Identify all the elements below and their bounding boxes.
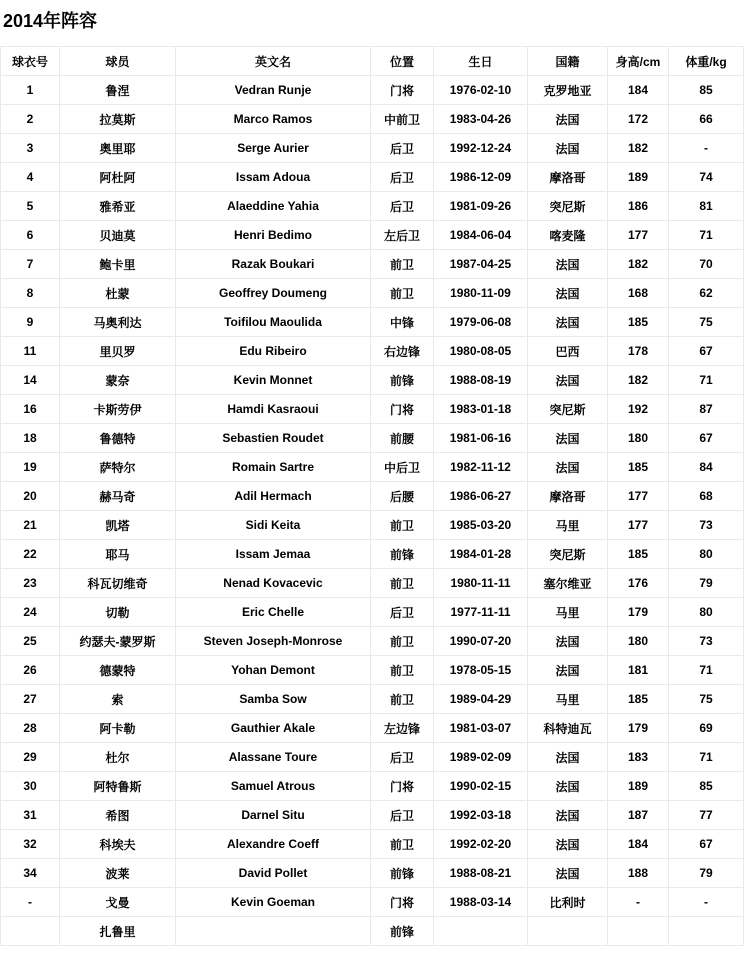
table-row	[1, 337, 744, 366]
table-row	[1, 250, 744, 279]
table-cell: 32	[1, 830, 60, 859]
table-cell: 前锋	[371, 366, 434, 395]
table-cell: 法国	[528, 279, 608, 308]
table-cell: 后卫	[371, 743, 434, 772]
table-cell: 1976-02-10	[434, 76, 528, 105]
table-cell	[528, 917, 608, 946]
table-cell: 法国	[528, 656, 608, 685]
table-cell: 81	[669, 192, 744, 221]
table-cell: Henri Bedimo	[176, 221, 371, 250]
table-cell: Issam Jemaa	[176, 540, 371, 569]
table-cell: 67	[669, 424, 744, 453]
table-cell: 3	[1, 134, 60, 163]
table-cell: 法国	[528, 830, 608, 859]
table-cell: 185	[608, 685, 669, 714]
table-cell: Kevin Monnet	[176, 366, 371, 395]
table-cell: 贝迪莫	[60, 221, 176, 250]
table-cell: 1983-01-18	[434, 395, 528, 424]
table-header-row	[1, 47, 744, 76]
table-cell: 71	[669, 366, 744, 395]
table-cell: 1986-12-09	[434, 163, 528, 192]
table-row	[1, 917, 744, 946]
table-cell: 塞尔维亚	[528, 569, 608, 598]
column-header: 身高/cm	[608, 47, 669, 76]
table-cell: 1981-06-16	[434, 424, 528, 453]
table-cell: 法国	[528, 308, 608, 337]
table-cell: 后卫	[371, 801, 434, 830]
table-cell: 75	[669, 308, 744, 337]
table-cell: 80	[669, 598, 744, 627]
column-header: 国籍	[528, 47, 608, 76]
table-cell: 74	[669, 163, 744, 192]
table-row	[1, 192, 744, 221]
table-cell: 8	[1, 279, 60, 308]
table-cell: 14	[1, 366, 60, 395]
table-cell: 187	[608, 801, 669, 830]
table-row	[1, 569, 744, 598]
table-cell: 德蒙特	[60, 656, 176, 685]
table-row	[1, 279, 744, 308]
table-cell: 杜尔	[60, 743, 176, 772]
table-row	[1, 859, 744, 888]
table-cell: 克罗地亚	[528, 76, 608, 105]
table-cell: 波莱	[60, 859, 176, 888]
table-cell: 1980-08-05	[434, 337, 528, 366]
table-cell: 法国	[528, 627, 608, 656]
table-row	[1, 134, 744, 163]
table-cell: 178	[608, 337, 669, 366]
table-cell: 前卫	[371, 279, 434, 308]
table-cell: 16	[1, 395, 60, 424]
table-cell: 84	[669, 453, 744, 482]
table-cell: 1982-11-12	[434, 453, 528, 482]
table-cell: 70	[669, 250, 744, 279]
table-cell: 24	[1, 598, 60, 627]
table-row	[1, 482, 744, 511]
table-cell: 1989-04-29	[434, 685, 528, 714]
table-cell: 突尼斯	[528, 192, 608, 221]
page-title: 2014年阵容	[3, 11, 98, 31]
table-row	[1, 714, 744, 743]
table-row	[1, 888, 744, 917]
table-cell: 马里	[528, 685, 608, 714]
table-cell: 71	[669, 221, 744, 250]
table-cell: -	[669, 134, 744, 163]
table-cell: 前锋	[371, 540, 434, 569]
table-row	[1, 801, 744, 830]
table-row	[1, 743, 744, 772]
table-cell: Vedran Runje	[176, 76, 371, 105]
table-cell: 鲁德特	[60, 424, 176, 453]
table-cell: -	[608, 888, 669, 917]
table-cell: Marco Ramos	[176, 105, 371, 134]
table-cell: 法国	[528, 859, 608, 888]
table-cell: Darnel Situ	[176, 801, 371, 830]
table-cell: 1978-05-15	[434, 656, 528, 685]
table-cell: 前腰	[371, 424, 434, 453]
table-cell: 阿卡勒	[60, 714, 176, 743]
table-cell: 法国	[528, 250, 608, 279]
table-row	[1, 453, 744, 482]
table-row	[1, 395, 744, 424]
table-cell: -	[669, 888, 744, 917]
table-cell: Geoffrey Doumeng	[176, 279, 371, 308]
table-cell: 176	[608, 569, 669, 598]
table-row	[1, 627, 744, 656]
table-cell: 鲁涅	[60, 76, 176, 105]
table-cell: 前卫	[371, 656, 434, 685]
table-cell: 比利时	[528, 888, 608, 917]
table-cell: Issam Adoua	[176, 163, 371, 192]
table-cell: 9	[1, 308, 60, 337]
table-cell: 62	[669, 279, 744, 308]
table-cell: 1981-03-07	[434, 714, 528, 743]
table-cell: 法国	[528, 801, 608, 830]
table-cell: 后卫	[371, 163, 434, 192]
table-cell: 34	[1, 859, 60, 888]
table-cell: 21	[1, 511, 60, 540]
table-cell: 马里	[528, 511, 608, 540]
table-cell: 179	[608, 714, 669, 743]
table-cell: 1992-02-20	[434, 830, 528, 859]
table-cell: David Pollet	[176, 859, 371, 888]
table-cell: Steven Joseph-Monrose	[176, 627, 371, 656]
table-cell: 法国	[528, 105, 608, 134]
table-cell: 科瓦切维奇	[60, 569, 176, 598]
table-cell: 80	[669, 540, 744, 569]
column-header: 英文名	[176, 47, 371, 76]
table-cell: 中前卫	[371, 105, 434, 134]
table-cell: Samba Sow	[176, 685, 371, 714]
table-row	[1, 830, 744, 859]
table-cell: 切勒	[60, 598, 176, 627]
table-cell: 1988-08-19	[434, 366, 528, 395]
table-cell: 189	[608, 163, 669, 192]
table-cell: 索	[60, 685, 176, 714]
table-cell: 184	[608, 830, 669, 859]
table-cell: 约瑟夫-蒙罗斯	[60, 627, 176, 656]
table-cell: Hamdi Kasraoui	[176, 395, 371, 424]
table-row	[1, 685, 744, 714]
table-cell: 66	[669, 105, 744, 134]
table-cell: 杜蒙	[60, 279, 176, 308]
table-cell: 4	[1, 163, 60, 192]
table-cell: 鲍卡里	[60, 250, 176, 279]
table-cell: 186	[608, 192, 669, 221]
table-cell: 69	[669, 714, 744, 743]
table-cell: Eric Chelle	[176, 598, 371, 627]
table-cell: 法国	[528, 743, 608, 772]
table-cell: 183	[608, 743, 669, 772]
column-header: 球衣号	[1, 47, 60, 76]
table-cell: 1992-03-18	[434, 801, 528, 830]
table-cell: 192	[608, 395, 669, 424]
table-cell: 后卫	[371, 134, 434, 163]
table-cell: 5	[1, 192, 60, 221]
table-cell: Razak Boukari	[176, 250, 371, 279]
table-cell: 71	[669, 656, 744, 685]
table-cell: 1980-11-11	[434, 569, 528, 598]
table-cell: 阿特鲁斯	[60, 772, 176, 801]
table-cell: 拉莫斯	[60, 105, 176, 134]
table-row	[1, 424, 744, 453]
table-cell: 11	[1, 337, 60, 366]
table-cell: 扎鲁里	[60, 917, 176, 946]
table-cell: 奥里耶	[60, 134, 176, 163]
table-cell: 后卫	[371, 192, 434, 221]
table-cell: 185	[608, 453, 669, 482]
table-cell: 185	[608, 540, 669, 569]
table-cell: 181	[608, 656, 669, 685]
table-row	[1, 221, 744, 250]
table-cell: 6	[1, 221, 60, 250]
table-cell	[176, 917, 371, 946]
table-cell: 1992-12-24	[434, 134, 528, 163]
table-cell: 73	[669, 627, 744, 656]
table-cell: 门将	[371, 888, 434, 917]
table-cell: 右边锋	[371, 337, 434, 366]
table-cell	[1, 917, 60, 946]
roster-table-body	[1, 76, 744, 946]
table-cell: 法国	[528, 772, 608, 801]
table-row	[1, 656, 744, 685]
table-cell: 前锋	[371, 859, 434, 888]
table-cell: 1983-04-26	[434, 105, 528, 134]
table-cell: 1980-11-09	[434, 279, 528, 308]
table-cell: 马奥利达	[60, 308, 176, 337]
table-cell: 雅希亚	[60, 192, 176, 221]
table-cell	[669, 917, 744, 946]
table-cell: 1988-08-21	[434, 859, 528, 888]
table-row	[1, 772, 744, 801]
table-cell: 85	[669, 772, 744, 801]
table-cell: Sidi Keita	[176, 511, 371, 540]
table-cell: 1990-07-20	[434, 627, 528, 656]
table-row	[1, 598, 744, 627]
table-cell: 法国	[528, 453, 608, 482]
table-cell: 门将	[371, 772, 434, 801]
table-cell: 1984-01-28	[434, 540, 528, 569]
table-cell: 31	[1, 801, 60, 830]
column-header: 球员	[60, 47, 176, 76]
table-cell: Yohan Demont	[176, 656, 371, 685]
table-cell: 后腰	[371, 482, 434, 511]
column-header: 体重/kg	[669, 47, 744, 76]
table-cell: 卡斯劳伊	[60, 395, 176, 424]
table-cell: 85	[669, 76, 744, 105]
table-cell: 1985-03-20	[434, 511, 528, 540]
table-cell: 20	[1, 482, 60, 511]
table-row	[1, 511, 744, 540]
table-cell: 前卫	[371, 511, 434, 540]
table-cell: 23	[1, 569, 60, 598]
table-cell: 67	[669, 337, 744, 366]
table-cell: 79	[669, 569, 744, 598]
table-cell: 摩洛哥	[528, 163, 608, 192]
table-row	[1, 308, 744, 337]
table-cell: 67	[669, 830, 744, 859]
table-cell: 28	[1, 714, 60, 743]
table-cell: 26	[1, 656, 60, 685]
table-cell: 法国	[528, 424, 608, 453]
table-cell: 1984-06-04	[434, 221, 528, 250]
column-header: 生日	[434, 47, 528, 76]
table-cell: 耶马	[60, 540, 176, 569]
table-cell: 25	[1, 627, 60, 656]
table-cell: 73	[669, 511, 744, 540]
table-cell: Alaeddine Yahia	[176, 192, 371, 221]
table-cell: 前锋	[371, 917, 434, 946]
table-cell: 71	[669, 743, 744, 772]
table-cell: 法国	[528, 134, 608, 163]
table-cell: 科特迪瓦	[528, 714, 608, 743]
table-cell: 萨特尔	[60, 453, 176, 482]
table-cell: 巴西	[528, 337, 608, 366]
table-cell: 27	[1, 685, 60, 714]
table-cell: Kevin Goeman	[176, 888, 371, 917]
table-cell: Serge Aurier	[176, 134, 371, 163]
table-row	[1, 163, 744, 192]
table-cell: 179	[608, 598, 669, 627]
table-cell: Adil Hermach	[176, 482, 371, 511]
table-cell: 184	[608, 76, 669, 105]
table-cell: 77	[669, 801, 744, 830]
table-cell: 68	[669, 482, 744, 511]
table-cell: 中后卫	[371, 453, 434, 482]
table-cell: 后卫	[371, 598, 434, 627]
table-cell: 1988-03-14	[434, 888, 528, 917]
table-cell: 法国	[528, 366, 608, 395]
table-cell: 希图	[60, 801, 176, 830]
table-cell: 阿杜阿	[60, 163, 176, 192]
table-cell: 19	[1, 453, 60, 482]
table-cell: 左后卫	[371, 221, 434, 250]
table-cell: 1989-02-09	[434, 743, 528, 772]
table-cell: Edu Ribeiro	[176, 337, 371, 366]
table-cell: 戈曼	[60, 888, 176, 917]
roster-table	[0, 46, 744, 946]
table-cell: 凯塔	[60, 511, 176, 540]
table-cell: 168	[608, 279, 669, 308]
table-cell: 79	[669, 859, 744, 888]
table-cell: 突尼斯	[528, 540, 608, 569]
table-cell: 前卫	[371, 685, 434, 714]
table-cell	[434, 917, 528, 946]
table-cell: 里贝罗	[60, 337, 176, 366]
table-cell: 前卫	[371, 627, 434, 656]
table-cell: 177	[608, 482, 669, 511]
table-cell: 左边锋	[371, 714, 434, 743]
table-cell: 182	[608, 366, 669, 395]
table-cell: 赫马奇	[60, 482, 176, 511]
table-cell: 2	[1, 105, 60, 134]
table-cell: 1990-02-15	[434, 772, 528, 801]
table-cell: 1981-09-26	[434, 192, 528, 221]
table-cell: 前卫	[371, 569, 434, 598]
table-cell: 中锋	[371, 308, 434, 337]
table-cell: 22	[1, 540, 60, 569]
table-cell: Gauthier Akale	[176, 714, 371, 743]
table-cell: 蒙奈	[60, 366, 176, 395]
table-cell: 1987-04-25	[434, 250, 528, 279]
table-cell: -	[1, 888, 60, 917]
table-cell: 科埃夫	[60, 830, 176, 859]
table-cell: 马里	[528, 598, 608, 627]
table-cell: 1979-06-08	[434, 308, 528, 337]
table-cell: Samuel Atrous	[176, 772, 371, 801]
table-cell: Alassane Toure	[176, 743, 371, 772]
table-cell: 30	[1, 772, 60, 801]
table-cell: 182	[608, 250, 669, 279]
table-cell: Alexandre Coeff	[176, 830, 371, 859]
table-row	[1, 76, 744, 105]
table-cell: 189	[608, 772, 669, 801]
table-cell: 7	[1, 250, 60, 279]
table-cell: Nenad Kovacevic	[176, 569, 371, 598]
table-cell: 前卫	[371, 250, 434, 279]
table-cell: Sebastien Roudet	[176, 424, 371, 453]
table-cell: Toifilou Maoulida	[176, 308, 371, 337]
table-cell: 75	[669, 685, 744, 714]
table-cell: 29	[1, 743, 60, 772]
table-row	[1, 366, 744, 395]
table-cell: 177	[608, 511, 669, 540]
table-cell: 18	[1, 424, 60, 453]
table-cell: 1986-06-27	[434, 482, 528, 511]
table-cell: 182	[608, 134, 669, 163]
table-cell: 177	[608, 221, 669, 250]
table-row	[1, 540, 744, 569]
table-cell: Romain Sartre	[176, 453, 371, 482]
table-cell: 门将	[371, 395, 434, 424]
table-cell: 喀麦隆	[528, 221, 608, 250]
table-cell	[608, 917, 669, 946]
table-cell: 前卫	[371, 830, 434, 859]
table-cell: 188	[608, 859, 669, 888]
table-cell: 摩洛哥	[528, 482, 608, 511]
table-cell: 180	[608, 424, 669, 453]
table-cell: 185	[608, 308, 669, 337]
table-cell: 突尼斯	[528, 395, 608, 424]
table-cell: 180	[608, 627, 669, 656]
table-cell: 门将	[371, 76, 434, 105]
table-cell: 1	[1, 76, 60, 105]
table-cell: 1977-11-11	[434, 598, 528, 627]
column-header: 位置	[371, 47, 434, 76]
table-cell: 87	[669, 395, 744, 424]
table-cell: 172	[608, 105, 669, 134]
table-row	[1, 105, 744, 134]
